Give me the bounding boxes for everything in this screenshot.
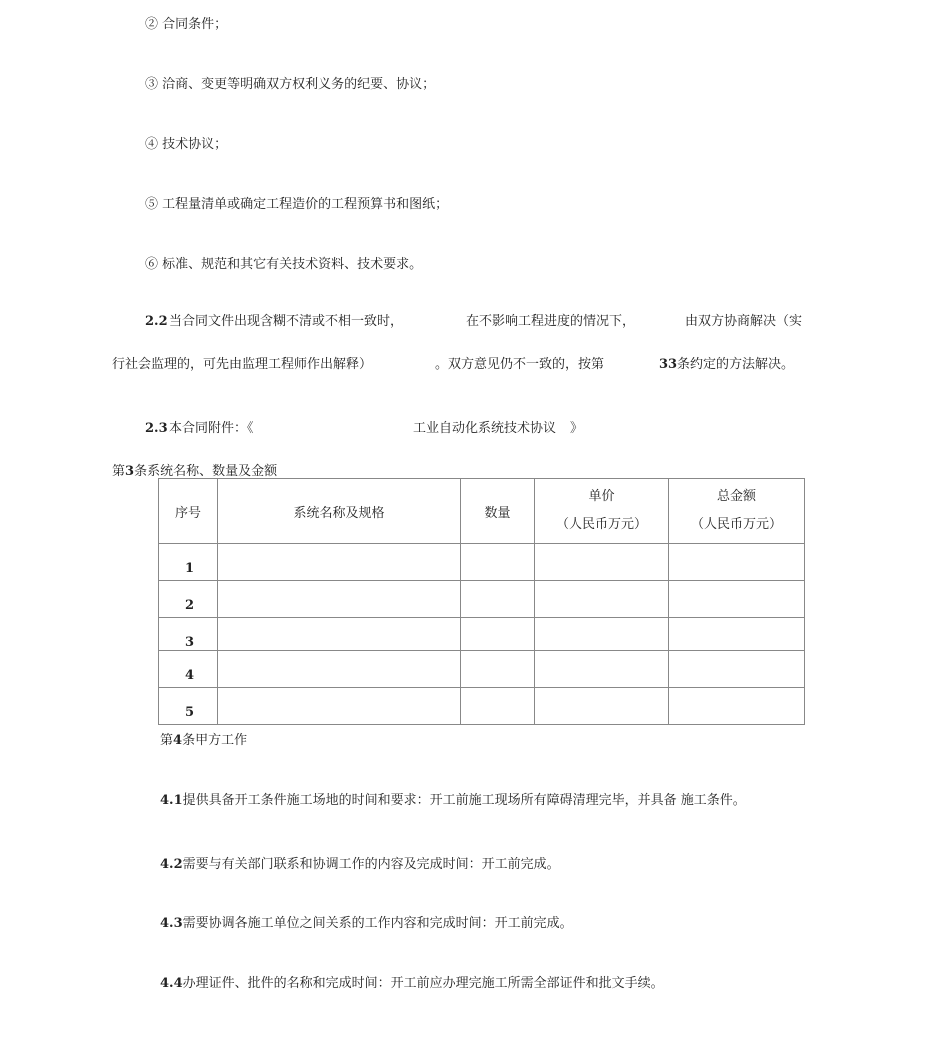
article-number: 3: [125, 464, 135, 479]
cell-total: [669, 581, 805, 618]
list-item: ② 合同条件；: [145, 17, 228, 32]
header-total: [669, 479, 805, 544]
article-title: 条甲方工作: [182, 733, 248, 748]
header-unit-price: [535, 479, 669, 544]
table-row: [159, 688, 805, 725]
system-table: [158, 478, 805, 725]
clause-text: 需要与有关部门联系和协调工作的内容及完成时间：开工前完成。: [182, 857, 560, 872]
clause-text: 办理证件、批件的名称和完成时间：开工前应办理完施工所需全部证件和批文手续。: [182, 976, 664, 991]
cell-qty: [461, 618, 535, 651]
article-title: 条系统名称、数量及金额: [134, 464, 278, 479]
row-index: 3: [159, 618, 218, 651]
clause-4-1: [160, 792, 746, 810]
cell-unit-price: [535, 688, 669, 725]
table-row: [159, 651, 805, 688]
table-row: [159, 618, 805, 651]
table-row: [159, 544, 805, 581]
clause-text: 当合同文件出现含糊不清或不相一致时，: [169, 314, 404, 329]
row-index: 5: [159, 688, 218, 725]
header-qty: 数量: [461, 479, 535, 544]
clause-number: 4.3: [160, 916, 183, 931]
header-name: 系统名称及规格: [218, 479, 461, 544]
table-row: [159, 581, 805, 618]
cell-name: [218, 581, 461, 618]
cell-name: [218, 618, 461, 651]
clause-number: 2.3: [145, 421, 168, 436]
clause-text: 》: [570, 421, 584, 436]
row-index: 4: [159, 651, 218, 688]
clause-4-3: [160, 915, 573, 933]
clause-reference-number: 33: [659, 357, 678, 372]
list-item: ⑤ 工程量清单或确定工程造价的工程预算书和图纸；: [145, 197, 449, 212]
cell-total: [669, 618, 805, 651]
cell-total: [669, 651, 805, 688]
cell-unit-price: [535, 544, 669, 581]
article-prefix: 第: [160, 733, 174, 748]
header-index: 序号: [159, 479, 218, 544]
cell-qty: [461, 544, 535, 581]
clause-4-2: [160, 856, 560, 874]
table-header-row: [159, 479, 805, 544]
clause-number: 4.4: [160, 976, 183, 991]
cell-unit-price: [535, 618, 669, 651]
clause-text: 由双方协商解决（实: [685, 314, 803, 329]
clause-text: 行社会监理的，可先由监理工程师作出解释）: [112, 357, 373, 372]
cell-qty: [461, 688, 535, 725]
row-index: 1: [159, 544, 218, 581]
attachment-title: 工业自动化系统技术协议: [413, 421, 557, 436]
clause-number: 2.2: [145, 314, 168, 329]
header-total-label: 总金额: [716, 489, 756, 504]
article-prefix: 第: [112, 464, 126, 479]
header-unit-price-label: 单价: [588, 489, 615, 504]
cell-unit-price: [535, 651, 669, 688]
article-4-heading: [160, 732, 247, 750]
clause-text: 在不影响工程进度的情况下，: [466, 314, 636, 329]
cell-name: [218, 544, 461, 581]
cell-total: [669, 688, 805, 725]
cell-unit-price: [535, 581, 669, 618]
list-item: ⑥ 标准、规范和其它有关技术资料、技术要求。: [145, 257, 423, 272]
cell-total: [669, 544, 805, 581]
list-item: ④ 技术协议；: [145, 137, 228, 152]
cell-qty: [461, 651, 535, 688]
cell-name: [218, 688, 461, 725]
clause-number: 4.2: [160, 857, 183, 872]
row-index: 2: [159, 581, 218, 618]
clause-text: 条约定的方法解决。: [677, 357, 795, 372]
header-total-unit: （人民币万元）: [690, 517, 782, 532]
cell-qty: [461, 581, 535, 618]
clause-text: 需要协调各施工单位之间关系的工作内容和完成时间：开工前完成。: [182, 916, 573, 931]
cell-name: [218, 651, 461, 688]
article-number: 4: [173, 733, 183, 748]
list-item: ③ 洽商、变更等明确双方权利义务的纪要、协议；: [145, 77, 436, 92]
clause-text: 。双方意见仍不一致的，按第: [435, 357, 605, 372]
clause-4-4: [160, 975, 664, 993]
header-unit-price-unit: （人民币万元）: [555, 517, 647, 532]
clause-text: 提供具备开工条件施工场地的时间和要求：开工前施工现场所有障碍清理完毕，并具备 施工条件。: [182, 793, 746, 808]
clause-text: 本合同附件：《: [169, 421, 254, 436]
clause-number: 4.1: [160, 793, 183, 808]
